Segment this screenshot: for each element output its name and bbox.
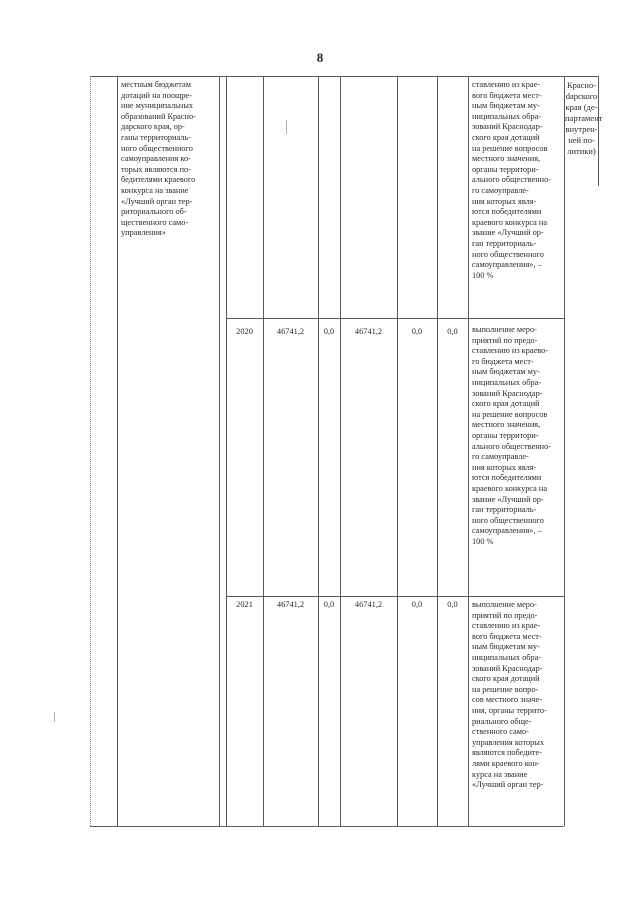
row-divider-2020 <box>226 318 564 319</box>
col-border-7 <box>397 76 398 826</box>
row-1-federal: 0,0 <box>323 327 335 336</box>
responsible-department: Красно- dарского края (де- партамент внутрен- ней по- литики) <box>565 80 603 156</box>
row-2-municipal: 0,0 <box>411 600 423 609</box>
row-2-year: 2021 <box>236 600 253 609</box>
col-border-3 <box>226 76 227 826</box>
row-1-extrabudget: 0,0 <box>447 327 458 336</box>
col-border-9 <box>468 76 469 826</box>
row-1-regional: 46741,2 <box>354 327 383 336</box>
col-border-10 <box>564 76 565 826</box>
col-border-0 <box>90 76 91 826</box>
col-border-11 <box>598 76 599 186</box>
col-border-1 <box>117 76 118 826</box>
row-divider-2021 <box>226 596 564 597</box>
scan-artifact <box>286 120 287 134</box>
table-top-border <box>90 76 598 77</box>
row-2-extrabudget: 0,0 <box>447 600 458 609</box>
row-1-year: 2020 <box>236 327 253 336</box>
col-border-4 <box>263 76 264 826</box>
row-1-total: 46741,2 <box>276 327 305 336</box>
row-0-result: ставлению из крае- вого бюджета мест- ным бюджетам му- ниципальных обра- зований Краснодар- ского края дотаций на решение вопросов местного значения, органы территори- ального общественно- го самоуправле- ния которых явля- ются победителями краевого конкурса на звание «Лучший ор- ган территориаль- ного общественного самоуправления», – 100 % <box>472 80 551 280</box>
row-2-regional: 46741,2 <box>354 600 383 609</box>
page-number: 8 <box>316 50 324 65</box>
row-1-municipal: 0,0 <box>411 327 423 336</box>
row-1-result: выполнение меро- приятий по предо- ставлению из краево- го бюджета мест- ным бюджетам му- ниципальных обра- зований Краснодар- ского края дотаций на решение вопросов местного значения, органы территори- ального общественно- го самоуправле- ния которых явля- ются победителями краевого конкурса на звание «Лучший ор- ган территориаль- ного общественного самоуправления», – 100 % <box>472 325 551 546</box>
col-border-6 <box>340 76 341 826</box>
description-text: местным бюджетам дотаций на поощре- ние муниципальных образований Красно- дарского края, ор- ганы территориаль- ного общественного самоуправления ко- торых являются по- бедителями краевого конкурса на звание «Лучший орган тер- риториального об- щественного само- управления» <box>121 80 196 238</box>
col-border-2 <box>219 76 220 826</box>
table-bottom-border <box>90 826 564 827</box>
row-2-result: выполнение меро- приятий по предо- ставлению из крае- вого бюджета мест- ным бюджетам му- ниципальных обра- зований Краснодар- ского края дотаций на решение вопро- сов местного значе- ния, органы террито- риального обще- ственного само- управления которых являются победите- лями краевого кон- курса на звание «Лучший орган тер- <box>472 600 547 790</box>
col-border-8 <box>437 76 438 826</box>
row-2-total: 46741,2 <box>276 600 305 609</box>
row-2-federal: 0,0 <box>323 600 335 609</box>
scan-artifact <box>54 712 55 722</box>
col-border-5 <box>318 76 319 826</box>
